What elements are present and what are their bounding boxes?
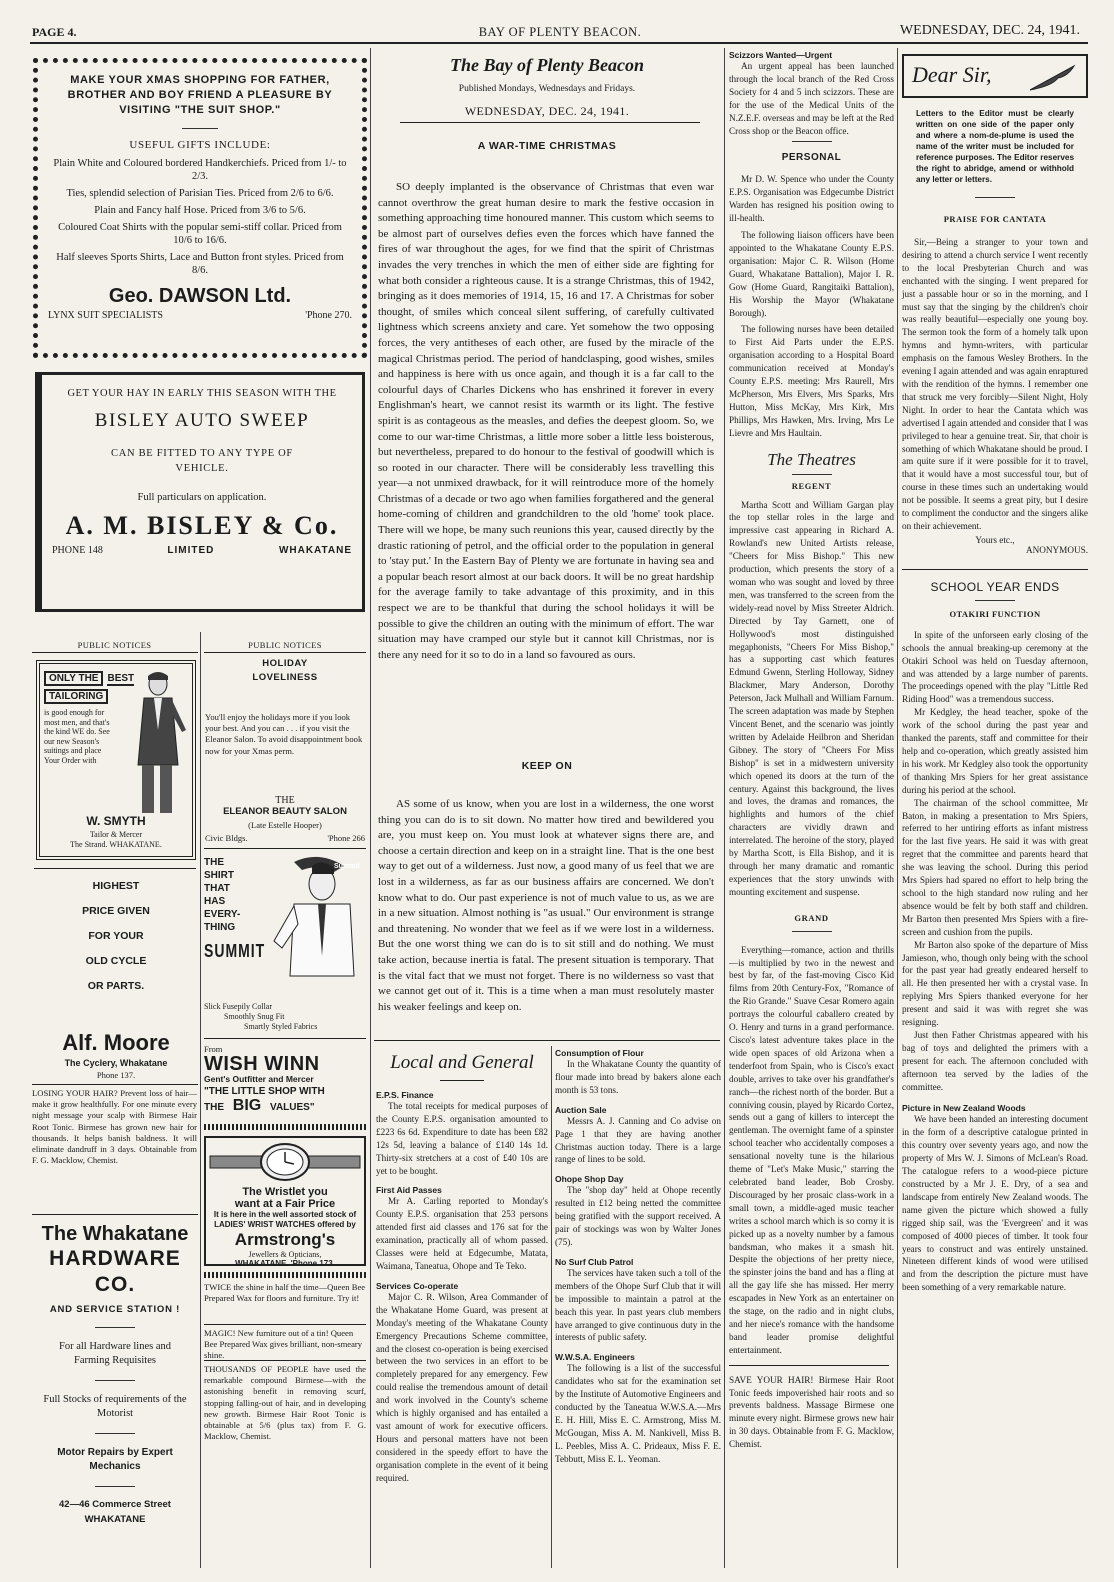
column-five [902,50,1088,1568]
local-general-title: Local and General [390,1052,534,1073]
header-date: WEDNESDAY, DEC. 24, 1941. [899,23,1080,38]
gift-item: Half sleeves Sports Shirts, Lace and Button front styles. Priced from 8/6. [56,252,344,276]
shirt-line: THE [204,857,224,868]
school-heading: SCHOOL YEAR ENDS [930,579,1060,594]
dawson-phone: 'Phone 270. [305,310,352,321]
armstrong-addr: WHAKATANE. 'Phone 173. [235,1259,335,1268]
salon-sub: (Late Estelle Hooper) [248,820,322,830]
suit-shop-ad [33,58,367,358]
shirt-line: THAT [204,883,230,894]
bisley-ad [35,372,365,612]
watch-line2: want at a Fair Price [234,1198,336,1210]
published-line: Published Mondays, Wednesdays and Fridays. [458,84,636,94]
personal-heading: PERSONAL [781,152,842,164]
letter-yours: Yours etc., [975,534,1015,545]
school-body: Mr Kedgley, the head teacher, spoke of the work of the school during the past year and thanked the parents, staff and committee for their help and co-operation, which greatly assisted him in his work. Mr Kedgley also took the opportunity of thanking Mrs Spiers for her great assistance during his period at the school. [902,707,1088,795]
school-body: Just then Father Christmas appeared with his bag of toys and delighted the primers with a present for each. The afternoon concluded with afternoon tea served by the ladies of the committee. [902,1029,1088,1092]
salon-name: ELEANOR BEAUTY SALON [223,806,347,817]
gift-item: Plain White and Coloured bordered Handkerchiefs. Priced from 1/- to 2/3. [53,158,347,182]
news-body: The services have taken such a toll of the members of the Ohope Surf Club that it will be impossible to maintain a patrol at the beach this year. In past years club members have arranged to give continuous duty in the interests of public safety. [555,1267,721,1343]
hardware-line: Motor Repairs by Expert Mechanics [57,1447,173,1472]
news-body: Mr A. Carling reported to Monday's County E.P.S. organisation that 253 persons attended first aid classes and 176 sat for the examination, practically all of whom passed. Classes were held at Edgecumbe, Matata, Waimana, Taneatua, Ohope and Te Teko. [376,1196,548,1271]
cycle-line: OR PARTS. [87,980,145,992]
watch-line1: The Wristlet you [242,1186,328,1198]
regent-body: Martha Scott and William Gargan play the top stellar roles in the large and impressive cast appearing in Richard A. Rowland's new United Artists release, "Cheers for Miss Bishop." This new production, which presents the story of a woman who was sought and loved by three men, was transferred to the screen from the widely-read novel by Miss Streeter Aldrich. Directed by Tay Garnett, one of Hollywood's most distinguished megaphonists, "Cheers For Miss Bishop," has a supporting cast which features Edmund Gwenn, Sterling Holloway, Sidney Blackmer, Mary Anderson, Dorothy Peterson, Jack Mulhall and William Farnum. The screen adaptation was made by Stephen Vincent Benet, and the scenario was jointly written by Adelaide Heilbron and Sheridan Gibney. The story of "Cheers For Miss Bishop" is set in a midwestern university which opened its doors at the turn of the century. Against this background, the lives and loves, the dramas and romances, the highlights and humors of the chief characters are vividly drawn and interrelated. The heroine of the story, played by Martha Scott, is Ella Bishop, and it is through her many dramatic and romantic experiences that the story unwinds with mounting excitement and suspense. [729,499,894,897]
gifts-title: USEFUL GIFTS INCLUDE: [129,139,271,151]
winn-line1: "THE LITTLE SHOP WITH [204,1086,325,1097]
news-body: Messrs A. J. Canning and Co advise on Page 1 that they are having another Christmas auction today. There is a large range of lines to be sold. [555,1115,721,1165]
school-body: The chairman of the school committee, Mr Baton, in making a presentation to Mrs Spiers, referred to her untiring efforts as infant mistress for the last five years. He said it was with great regret that the committee and parents heard that she was leaving the school. During this period Mrs Spiers had spared no effort to help bring the school to the high standard now ruling and her absence would be felt by both staff and children. Mr Barton then presented Mrs Spiers with a fire-screen and cushion from the pupils. [902,797,1088,937]
cyclery-name: The Cyclery, Whakatane [64,1058,168,1068]
personal-body: The following nurses have been detailed to First Aid Parts under the E.P.S. organisation according to a Hospital Board communication received at Monday's County E.P.S. meeting: Mrs Raurell, Mrs McPherson, Mrs Elvers, Mrs Sparks, Mrs Hutton, Miss McKay, Mrs Kirk, Mrs Phillips, Mrs Hawken, Mrs. Irving, Mrs Le Lievre and Mrs Haultain. [729,324,894,438]
regent-heading: REGENT [791,480,832,491]
hair-tonic-notice: LOSING YOUR HAIR? Prevent loss of hair—make it grow healthfully. For one minute every night message your scalp with Birmese Hair Root Tonic. Birmese has grown new hair for thousands. It helps banish baldness. It will eliminate dandruff in 3 days. Obtainable from F. G. Macklow, Chemist. [32,1088,197,1166]
theatres-heading: The Theatres [767,449,856,469]
news-heading: Consumption of Flour [555,1048,644,1058]
bisley-town: WHAKATANE [278,545,352,556]
shirt-line: EVERY- [204,909,241,920]
editorial-date: WEDNESDAY, DEC. 24, 1941. [464,104,630,118]
editorial-body-war-christmas: SO deeply implanted is the observance of Christmas that even war cannot overthrow the great human desire to mark the festive occasion in something approaching time honoured manner. This custom which seems to be almost part of ourselves defies even the forces which have fanned the fires of war throughout the ages, for we find that the spirit of Christmas invades the very trenches in which the men of either side are fighting for what both consider a righteous cause. It is a strange Christmas, this of 1942, bringing as it does memories of 1914, 15, 16 and 17. A Christmas for sober thought, of smiles which conceal silent suffering, of carefully cultivated lightness which screens anxiety and care. Yet somehow the two opposing forces, the very antitheses of each other, are fused by the miracle of the magical Christmas period. The period of handclasping, good wishes, smiles and happiness is here with us once again, and though it is a far call to the colourful days of Charles Dickens who has enshrined it forever in every Englishman's heart, we cannot resist its warmth or its light. The festive spirit is as contageous as the measles, and defies the deepest gloom. So, we come to our war-time Christmas, a little more sober a little less boisterous, but nevertheless, prepared to do honour to the festival of goodwill which is so rooted in our character. There will be considerably less travelling this year—a not unmixed drawback, for it will reintroduce more of the homely Christmas of a decade or two ago when families forgathered and the general home-coming of children and grandchildren to the old 'home' took place. There will we hope, be many such reunions this year, caused directly by the drastic rationing of petrol, and the official order to the population in general to 'stay put.' In the Eastern Bay of Plenty we are fortunate in having sea and a popular beach resort almost at our back doors. It will be no great hardship for the average family to take advantage of this proximity, and in this respect we are to be thankful that during the school holidays it will be possible to give the children an outing with the minimum of effort. The war situation may have cramped our style but it cannot kill Christmas, nor is there any need for it so to do in a land so favoured as ours. [378,181,714,661]
winn-from: From [204,1044,223,1054]
letter-signed: ANONYMOUS. [1025,544,1088,555]
suit-shop-headline: MAKE YOUR XMAS SHOPPING FOR FATHER, BROTHER AND BOY FRIEND A PLEASURE BY VISITING "THE SUIT SHOP." [67,74,333,116]
smyth-best: BEST [107,673,135,684]
page-number: PAGE 4. [32,25,77,39]
hardware-line: HARDWARE CO. [49,1247,181,1296]
bisley-line2: CAN BE FITTED TO ANY TYPE OF VEHICLE. [111,448,293,474]
shirt-man-illustration [264,856,364,976]
wish-winn-ad [204,1044,366,1114]
news-body: The following is a list of the successful candidates who sat for the examination set by the Institute of Automotive Engineers and conducted by the Taneatua W.W.S.A.—Mrs E. H. Hill, Miss E. C. Armstrong, Miss M. McGougan, Miss A. M. Nankivell, Miss B. L. Peebles, Miss A. C. Prideaux, Miss F. E. Tebbutt, Miss E. L. Yeoman. [555,1363,721,1464]
smyth-address: The Strand. WHAKATANE. [70,840,162,849]
alf-moore-name: Alf. Moore [62,1030,170,1055]
cycle-line: OLD CYCLE [85,955,147,967]
bisley-product: BISLEY AUTO SWEEP [94,410,310,431]
hardware-line: The Whakatane [41,1223,189,1245]
news-body: In the Whakatane County the quantity of flour made into bread by bakers alone each month is 53 tons. [555,1059,721,1095]
dear-sir-script: Dear Sir, [912,62,992,87]
gift-item: Plain and Fancy half Hose. Priced from 3/6 to 5/6. [94,205,306,216]
birmese-thousands: THOUSANDS OF PEOPLE have used the remarkable compound Birmese—with the astonishing benefit in removing scurf, stopping falling-out of hair, and in developing new growth. Birmese Hair Root Tonic is obtainable at 5/6 (plus tax) from F. G. Macklow, Chemist. [204,1364,366,1442]
smyth-tailoring: TAILORING [44,689,108,704]
wristwatch-illustration [210,1142,360,1182]
news-heading: Services Co-operate [376,1280,459,1291]
shirt-tag: Smartly Styled Fabrics [244,1022,318,1031]
hardware-line: 42—46 Commerce Street [59,1499,171,1510]
smyth-only-the: ONLY THE [44,671,103,686]
cyclery-phone: Phone 137. [96,1070,136,1080]
quill-pen-icon [1028,62,1078,92]
personal-body: The following liaison officers have been appointed to the Whakatane County E.P.S. organisation: Major C. R. Wilson (Home Guard, Whakatane Battalion), Major I. R. Gow (Home Guard, Rangitaiki Battalion), His Worship the Mayor (Whakatane Borough). [729,230,894,318]
personal-body: Mr D. W. Spence who under the County E.P.S. Organisation was Edgecumbe District Warden has resigned his position owing to ill-health. [729,174,894,224]
public-notices-header-left: PUBLIC NOTICES [77,640,152,650]
bisley-line1: GET YOUR HAY IN EARLY THIS SEASON WITH THE [67,388,337,399]
shirt-tag: Slick Fusepily Collar [204,1002,272,1011]
smyth-role: Tailor & Mercer [89,830,143,839]
svg-text:Summit: Summit [334,863,360,870]
cycle-line: HIGHEST [92,880,140,892]
hardware-line: WHAKATANE [84,1514,146,1525]
gift-item: Coloured Coat Shirts with the popular semi-stiff collar. Priced from 10/6 to 16/6. [58,222,342,246]
armstrong-name: Armstrong's [234,1230,336,1249]
summit-shirt-ad [204,856,366,1031]
grand-heading: GRAND [794,912,829,923]
smyth-name: W. SMYTH [86,814,146,828]
cycle-ad [34,874,198,1024]
holiday-title: HOLIDAY LOVELINESS [252,658,318,683]
dear-sir-box [902,54,1088,98]
gift-item: Ties, splendid selection of Parisian Ties. Priced from 2/6 to 6/6. [66,188,334,199]
cycle-line: FOR YOUR [88,930,144,942]
praise-body: Sir,—Being a stranger to your town and desiring to attend a church service I went recently to the local Presbyterian Church and was enchanted with the singing. I went prepared for just a passable hour or so in the morning, and I must say that the singing by the children's choir was really beautiful—especially one young boy. The sermon took the form of a homely talk upon hymns and hymn-writers, with particular emphasis on the famous Wesley Brothers. In the evening I again attended and was again enraptured with the rendition of the hymns. I remember one that struck me very forcibly—Silent Night, Holy Night. In order to hear the Cantata which was advertised I again attended and consider that I was privileged to hear a genuine treat. Sir, that choir is something of which Whakatane should be proud. I am quite sure if it were possible for it to travel, that it would have a most successful tour, but of course in these times such an undertaking would not be possible. It seems a great pity, but I desire to compliment the conductor and the singers alike on their achievement. [902,237,1088,531]
news-heading: E.P.S. Finance [376,1090,434,1100]
paper-title: The Bay of Plenty Beacon [450,55,644,75]
armstrong-sub: Jewellers & Opticians, [248,1250,322,1259]
winn-big: BIG [232,1097,262,1114]
public-notices-header-right: PUBLIC NOTICES [248,640,322,650]
smyth-ad [36,660,196,860]
school-body: In spite of the unforseen early closing of the schools the annual breaking-up ceremony at the Otakiri School was held on Tuesday afternoon, and was attended by a large number of parents. The proceedings opened with the play "Little Red Riding Hood" was a tremendous success. [902,629,1088,705]
news-body: Major C. R. Wilson, Area Commander of the Whakatane Home Guard, was present at Monday's meeting of the Whakatane County Emergency Precautions Scheme committee, and the closest co-operation is being exercised between the two services in an effort to be completely prepared for any emergency. Few could realise the tremendous amount of detail and work involved in the County's scheme which is highly organised and has entailed a vast amount of work for executive officers. Hours and personal matters have not been considered in the speedy effort to have the organisation complete in the event of it being required. [376,1291,548,1483]
local-general-left-column [376,1088,548,1566]
winn-values: VALUES" [270,1102,315,1113]
armstrong-watch-ad [204,1136,366,1266]
tailor-figure-illustration [122,670,192,820]
shirt-line: THING [204,922,236,933]
bisley-firm: A. M. BISLEY & Co. [65,511,339,540]
column-four [729,50,894,1568]
scissors-heading: Scizzors Wanted—Urgent [729,50,833,60]
shirt-tag: Smoothly Snug Fit [224,1012,285,1021]
hardware-line: Full Stocks of requirements of the Motorist [43,1394,187,1419]
school-body: Mr Barton also spoke of the departure of Miss Jamieson, who, though only being with the school for the past year had greatly endeared herself to all. He then presented her with a crystal vase. In replying Mrs Spiers thanked everyone for her present and said it was with regret she was resigning. [902,939,1088,1028]
news-heading: Auction Sale [555,1104,607,1115]
bisley-phone: PHONE 148 [52,545,103,556]
news-heading: First Aid Passes [376,1185,442,1196]
dawson-tagline: LYNX SUIT SPECIALISTS [48,310,163,321]
praise-heading: PRAISE FOR CANTATA [943,214,1047,224]
otakiri-heading: OTAKIRI FUNCTION [949,608,1041,619]
holiday-body: You'll enjoy the holidays more if you look your best. And you can . . . if you visit the Eleanor Salon. To avoid disappointment book now for your Xmas perm. [205,712,363,756]
editorial-title-war-christmas: A WAR-TIME CHRISTMAS [477,140,617,152]
dawson-firm: Geo. DAWSON Ltd. [108,285,292,307]
salon-address: Civic Bldgs. [205,833,248,843]
winn-name: WISH WINN [204,1053,320,1075]
shirt-line: SHIRT [204,870,234,881]
winn-sub: Gent's Outfitter and Mercer [204,1074,314,1084]
editorial-body-keep-on: AS some of us know, when you are lost in a wilderness, the one worst thing you can do is to sit down. No matter how tired and bewildered you are, you must keep on. You must look at whatever signs there are, and choose a certain direction and keep on in a straight line. That is the one best way to get out of a wilderness. Just now, a good many of us feel that we are lost in a wilderness, as far as our business affairs are concerned. We don't know what to do. Our past experience is not of much value to us, as we are in a new situation. Almost nothing is "as usual." Our environment is strange and threatening. No wonder that we feel as if we were lost in a wilderness. But the one worst thing we can do is to sit still and do nothing. We must take action, because inertia is fatal. The present situation is temporary. That is the vital fact that we must not forget. There is no wilderness so vast that we cannot get out of it. This is a time when a man must resolutely master his weaker feelings and keep on. [378,798,714,1013]
summit-brand: SUMMIT [204,940,266,961]
hardware-ad [32,1222,198,1567]
news-body: The "shop day" held at Ohope recently resulted in £12 being netted the committee being gratified with the support received. A pair of stockings was won by Walter Jones (75). [555,1185,721,1247]
salon-phone: 'Phone 266 [327,833,365,843]
local-general-right-column [555,1048,721,1568]
smyth-body: is good enough for most men, and that's the kind WE do. See our new Season's suitings and place Your Order with [44,708,110,765]
news-heading: Ohope Shop Day [555,1174,624,1185]
salon-the: THE [275,795,295,806]
winn-the: THE [204,1102,224,1113]
queen-bee-twice: TWICE the shine in half the time—Queen Bee Prepared Wax for floors and furniture. Try it! [204,1282,366,1304]
letters-rule: Letters to the Editor must be clearly written on one side of the paper only and where a nom-de-plume is used the name of the writer must be included for reference purposes. The Editor reserves the right to abridge, amend or withhold any letter or letters. [916,109,1074,184]
hardware-line: For all Hardware lines and Farming Requisites [59,1341,171,1366]
scissors-body: An urgent appeal has been launched through the local branch of the Red Cross Society for 4 and 5 inch scizzors. These are for the use of the Medical Units of the N.Z.E.F. overseas and may be left at the Red Cross shop or the Beacon office. [729,61,894,136]
news-body: The total receipts for medical purposes of the County E.P.S. organisation amounted to £223 6s 6d. Expenditure to date has been £82 12s 5d, leaving a balance of £140 14s 1d. Thirty-six stretchers at a cost of £40 10s are yet to be bought. [376,1101,548,1176]
cycle-line: PRICE GIVEN [82,905,150,917]
grand-body: Everything—romance, action and thrills—is multiplied by two in the newest and best by far, of the fast-moving Cisco Kid films from 20th Century-Fox, "Romance of the Rio Grande." Suave Cesar Romero again portrays the colourful caballero created by O. Henry and turns in a grand performance. Cisco's latest adventure takes place in the wide open spaces of old Arizona when a tenderfoot from Spain, who is Cisco's exact double, arrives to take over his grandfather's ranch—the richest north of the border. But a conniving cousin, played by Ricardo Cortez, sends out a gang of killers to intercept the gentleman. The overnight fame of a spinster school teacher who accidentally composes a sensational novelty tune is the hilarious theme of "Let's Make Music," starring the celebrated band leader, Bob Crosby. Discouraged by her prosaic class-work in a small town, a middle-aged music teacher writes a school march which is so corny it is picked up as a novelty number by a famous bandsman, who makes it a smash hit. Despite the objections of her pretty niece, the spinster joins the band and has a fling at all the gay life she has missed. Her merry escapades in New York as an entertainer on the stage, on the radio and in night clubs, and her niece's romance with the handsome band leader promise delightful entertainment. [729,944,894,1355]
picture-heading: Picture in New Zealand Woods [902,1103,1026,1114]
bisley-limited: LIMITED [167,545,215,556]
news-heading: W.W.S.A. Engineers [555,1352,635,1363]
news-heading: No Surf Club Patrol [555,1256,634,1267]
queen-bee-magic: MAGIC! New furniture out of a tin! Queen Bee Prepared Wax gives brilliant, non-smeary shine. [204,1328,363,1361]
shirt-line: HAS [204,896,226,907]
save-hair-notice: SAVE YOUR HAIR! Birmese Hair Root Tonic feeds impoverished hair roots and so prevents baldness. Massage Birmese one minute every night. Birmese grows new hair in 30 days. Obtainable from F. G. Macklow, Chemist. [729,1374,894,1450]
paper-name-header: BAY OF PLENTY BEACON. [478,25,642,39]
editorial-title-keep-on: KEEP ON [521,760,573,772]
watch-line3: It is here in the well assorted stock of LADIES' WRIST WATCHES offered by [213,1210,357,1229]
hardware-line: AND SERVICE STATION ! [49,1304,181,1315]
bisley-line3: Full particulars on application. [137,492,267,503]
picture-body: We have been handed an interesting document in the form of a descriptive catalogue printed in this country over seventy years ago, and now the property of Mrs W. J. Simons of McLean's Road. The catalogue refers to a wood-piece picture constructed by a Mr J. E. Dry, of a sea and landscape from entirely New Zealand woods. The name given the picture which showed a fully rigged ship sail, was the 'Evergreen' and it was composed of 4000 pieces of timber. It took four years to construct and was entirely unstained. Nineteen different kinds of wood were utilised and from the description the picture must have been something of a very remarkable nature. [902,1114,1088,1293]
